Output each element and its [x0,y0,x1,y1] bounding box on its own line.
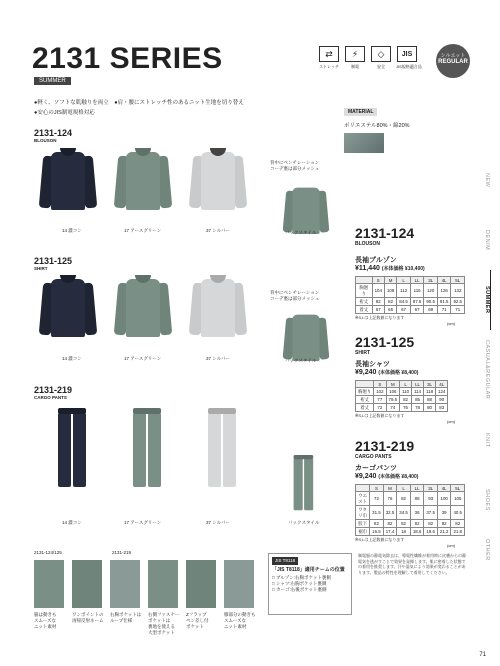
product-code: 2131-219 [355,438,415,454]
static-icon: ⚡ 制電 [344,46,366,70]
blouson-green-image [115,148,171,212]
shirt-navy-image [40,275,96,339]
side-nav-item[interactable]: DENIM [484,229,490,251]
page-number: 71 [479,652,486,658]
pants-code: 2131-219 CARGO PANTS [34,385,73,400]
pants-silver-image [200,408,244,488]
size-table: S M L LL 3L 4L 5L 胸廻り 104 108 112 116 120 126 132 裄丈 82 82 84.5 87.5 90.5 91.5 92.5 着丈 67 65 67 67 69 71 71 [355,276,465,314]
ventilation-note: 背中にベンチレーション コーデ裏は部分メッシュ [270,160,320,171]
color-caption: 14 濃コン [62,520,82,525]
color-caption: 17 アースグリーン [124,228,162,233]
fabric-swatch [344,133,384,153]
color-caption: 37 シルバー [206,356,230,361]
detail-caption: 膝部分の動きも スムーズな ニット素材 [224,612,256,629]
feature-line: ●安心のJIS制電規格対応 [34,110,95,116]
season-tag: SUMMER [34,77,71,85]
side-nav [484,150,496,570]
detail-photo [72,560,102,608]
shirt-silver-image [190,275,246,339]
detail-group-label: 2131-124/125 [34,550,62,555]
material-block [344,100,454,153]
product-code: 2131-125 [355,334,415,350]
color-caption: 17 アースグリーン [124,356,162,361]
detail-photo [186,560,216,608]
material-label: MATERIAL [344,108,377,116]
product-blouson: 2131-124 BLOUSON 長袖ブルゾン ¥11,440 (本体価格 ¥10,400) S M L LL 3L 4L 5L 胸廻り 104 108 112 116 120 126 132 裄丈 82 82 84.5 87.5 90.5 91.5 92.5 着丈 67 65 67 67 69 71 71 ※S,Lは上記数値になります (cm) [355,225,465,326]
side-nav-item[interactable]: OTHER [484,539,490,561]
detail-photo [148,560,178,608]
ventilation-note: 背中にベンチレーション コーデ裏は部分メッシュ [270,290,320,301]
feature-list [34,98,244,118]
blouson-silver-image [190,148,246,212]
detail-caption: ワンポイントの 再帰反射ネーム [72,612,104,623]
blouson-back-image [284,184,329,235]
detail-photo [34,560,64,608]
safety-icon: ◇ 安全 [370,46,392,70]
color-caption: 14 濃コン [62,228,82,233]
color-caption: 37 シルバー [206,520,230,525]
jis-badge: JIS T8118 [272,557,298,565]
product-shirt: 2131-125 SHIRT 長袖シャツ ¥9,240 (本体価格 ¥8,400) S M L LL 3L 4L 胸廻り 102 106 110 114 118 124 裄丈 77 79.5 82 85 88 90 着丈 72 74 76 78 80 83 ※S,Lは上記数値になります (cm) [355,334,465,424]
detail-caption: 脇は動きも スムーズな ニット素材 [34,612,57,629]
side-nav-item[interactable]: SHOES [484,489,490,511]
side-nav-item[interactable]: KNIT [484,432,490,448]
detail-photo [110,560,140,608]
feature-line: ●軽く、ソフトな肌触りを両立 ●肩・腰にストレッチ性のあるニット生地を切り替え [34,100,244,106]
material-text: ポリエステル80%・綿20% [344,123,410,129]
shirt-code: 2131-125 SHIRT [34,256,73,271]
color-caption: 14 濃コン [62,356,82,361]
jis-info-box: JIS T8118 「JIS T8118」適用チームの位置 □ ブルゾン:右胸ポケット裏側 □ シャツ:右胸ポケット裏側 □ カーゴ:右後ポケット裏側 [268,553,352,615]
size-table: S M L LL 3L 4L 5L ウエスト 72 76 82 88 93 100 105 ワタリ巾 31.5 32.5 34.5 36 37.5 39 40.5 股下 82 82 82 82 82 82 82 裾巾 16.5 17.4 18 18.6 19.6 21.2 21.8 [355,484,465,536]
detail-group-label: 2131-219 [112,550,132,555]
series-title: 2131 SERIES [32,42,223,75]
pants-green-image [125,408,169,488]
side-nav-item[interactable]: CASUAL&REGULAR [484,340,490,400]
back-style-caption: バックスタイル [285,230,317,235]
back-style-caption: バックスタイル [285,358,317,363]
detail-caption: Zフラップ ペン差し付 ポケット [186,612,209,629]
product-code: 2131-124 [355,225,415,241]
detail-caption: 右胸ポケットは ループ仕様 [110,612,142,623]
detail-photo [224,560,254,608]
antistatic-note: 制電服の静電気除去は、導電性繊維が着用時に皮膚からの静電気を逃がすことで効果を発揮します。肌に密着した状態での着用を推奨します。汗や湿気により効果が変わることがあります。製品の特性を理解して着用してください。 [358,553,466,575]
pants-navy-image [50,408,94,488]
blouson-navy-image [40,148,96,212]
shirt-back-image [284,311,329,362]
back-style-caption: バックスタイル [288,520,320,525]
color-caption: 17 アースグリーン [124,520,162,525]
jis-icon: JIS JIS規格適合品 [396,46,418,70]
size-table: S M L LL 3L 4L 胸廻り 102 106 110 114 118 124 裄丈 77 79.5 82 85 88 90 着丈 72 74 76 78 80 83 [355,380,448,412]
product-pants: 2131-219 CARGO PANTS カーゴパンツ ¥9,240 (本体価格 ¥8,400) S M L LL 3L 4L 5L ウエスト 72 76 82 88 93 100 105 ワタリ巾 31.5 32.5 34.5 36 37.5 39 40.5 股下 82 82 82 82 82 82 82 裾巾 16.5 17.4 18 18.6 19.6 21.2 21.8 ※S,Lは上記数値になります (cm) [355,438,465,548]
shirt-green-image [115,275,171,339]
stretch-icon: ⇄ ストレッチ [318,46,340,70]
feature-icons [318,46,422,70]
side-nav-item-active[interactable]: SUMMER [484,270,491,330]
blouson-code: 2131-124 BLOUSON [34,128,73,143]
fit-badge: シルエット REGULAR [436,44,470,78]
pants-back-image [288,455,319,511]
detail-caption: 右側ファスナー ポケットは 裏地を使える 大型ポケット [148,612,180,635]
color-caption: 37 シルバー [206,228,230,233]
side-nav-item[interactable]: NEW [484,172,490,188]
